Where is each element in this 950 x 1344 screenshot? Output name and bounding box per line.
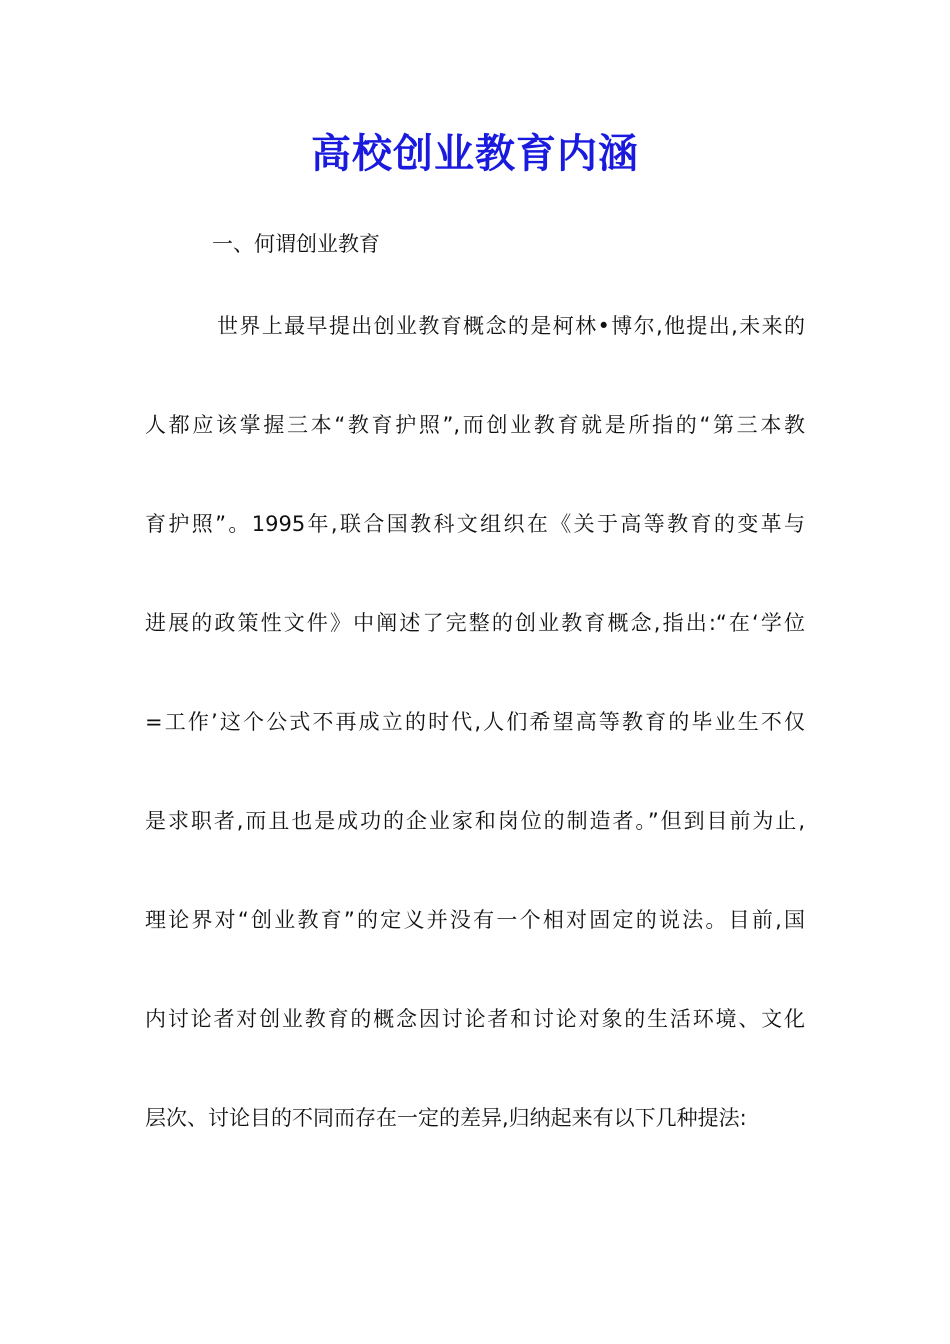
paragraph-line: =工作’这个公式不再成立的时代,人们希望高等教育的毕业生不仅 — [145, 710, 805, 734]
paragraph-line: 层次、讨论目的不同而存在一定的差异,归纳起来有以下几种提法: — [145, 1106, 747, 1130]
paragraph-line: 进展的政策性文件》中阐述了完整的创业教育概念,指出:“在‘学位 — [145, 611, 805, 635]
paragraph-line: 内讨论者对创业教育的概念因讨论者和讨论对象的生活环境、文化 — [145, 1007, 805, 1031]
paragraph-line: 育护照”。1995年,联合国教科文组织在《关于高等教育的变革与 — [145, 512, 805, 536]
section-heading: 一、何谓创业教育 — [212, 232, 380, 256]
paragraph-line: 理论界对“创业教育”的定义并没有一个相对固定的说法。目前,国 — [145, 908, 805, 932]
paragraph-line: 是求职者,而且也是成功的企业家和岗位的制造者。”但到目前为止, — [145, 809, 805, 833]
paragraph-line: 世界上最早提出创业教育概念的是柯林•博尔,他提出,未来的 — [217, 314, 805, 338]
paragraph-line: 人都应该掌握三本“教育护照”,而创业教育就是所指的“第三本教 — [145, 413, 805, 437]
document-title: 高校创业教育内涵 — [311, 130, 639, 177]
